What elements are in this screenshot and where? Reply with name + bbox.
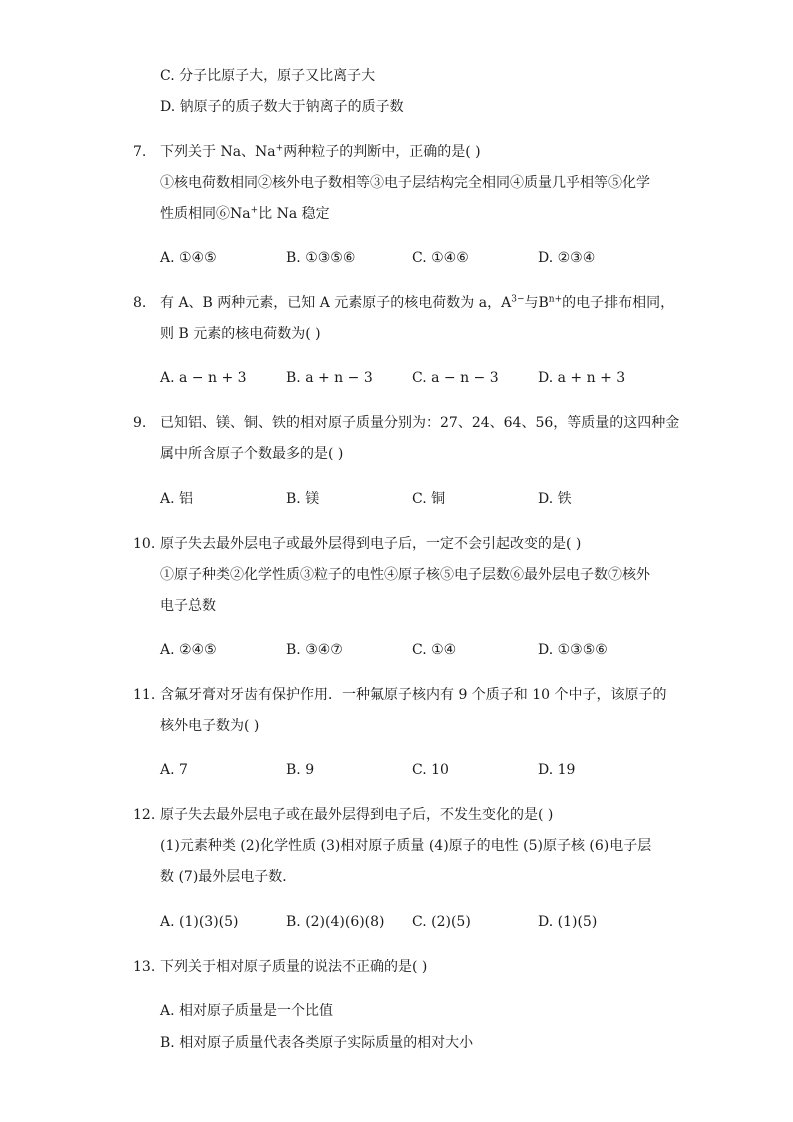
stem-text: 两种粒子的判断中，正确的是( ): [283, 144, 481, 160]
option-d: D. 钠原子的质子数大于钠离子的质子数: [160, 99, 404, 115]
answer-option-b: B. ③④⑦: [286, 642, 343, 658]
stem-text: 下列关于 Na、Na: [160, 144, 276, 160]
answer-option-b: B. 相对原子质量代表各类原子实际质量的相对大小: [160, 1035, 474, 1051]
question-text: ①原子种类②化学性质③粒子的电性④原子核⑤电子层数⑥最外层电子数⑦核外: [160, 567, 650, 583]
answer-option-a: A. ②④⑤: [160, 642, 217, 658]
answer-option-d: D. ②③④: [538, 250, 596, 266]
stem-text: 性质相同⑥Na: [160, 206, 251, 222]
answer-option-c: C. 铜: [412, 491, 446, 507]
answer-option-c: C. ①④⑥: [412, 250, 469, 266]
question-stem: 原子失去最外层电子或在最外层得到电子后，不发生变化的是( ): [160, 807, 554, 823]
answer-option-c: C. (2)(5): [412, 914, 471, 930]
answer-option-d: D. (1)(5): [538, 914, 598, 930]
superscript: +: [275, 143, 284, 154]
option-c: C. 分子比原子大，原子又比离子大: [160, 68, 376, 84]
question-number: 13.: [133, 959, 156, 975]
question-stem: 下列关于相对原子质量的说法不正确的是( ): [160, 959, 428, 975]
answer-option-a: A. 铝: [160, 491, 194, 507]
answer-option-a: A. (1)(3)(5): [160, 914, 239, 930]
question-stem: 已知铝、镁、铜、铁的相对原子质量分别为：27、24、64、56，等质量的这四种金: [160, 415, 680, 431]
question-stem: [160, 293, 674, 313]
answer-option-a: A. a − n + 3: [160, 370, 247, 386]
answer-option-a: A. 相对原子质量是一个比值: [160, 1003, 334, 1019]
answer-option-b: B. ①③⑤⑥: [286, 250, 356, 266]
question-number: 7.: [133, 144, 147, 160]
answer-option-b: B. (2)(4)(6)(8): [286, 914, 385, 930]
question-stem: [160, 142, 481, 162]
answer-option-a: A. ①④⑤: [160, 250, 217, 266]
question-stem: 原子失去最外层电子或最外层得到电子后，一定不会引起改变的是( ): [160, 536, 582, 552]
stem-text: 有 A、B 两种元素，已知 A 元素原子的核电荷数为 a，A: [160, 295, 512, 311]
question-text: 核外电子数为( ): [160, 718, 260, 734]
answer-option-a: A. 7: [160, 762, 188, 778]
question-text: 数 (7)最外层电子数．: [160, 869, 297, 885]
answer-option-d: D. 铁: [538, 491, 572, 507]
question-text: ①核电荷数相同②核外电子数相等③电子层结构完全相同④质量几乎相等⑤化学: [160, 175, 650, 191]
answer-option-c: C. ①④: [412, 642, 457, 658]
answer-option-b: B. 镁: [286, 491, 320, 507]
superscript: n+: [548, 294, 563, 305]
question-stem: 含氟牙膏对牙齿有保护作用．一种氟原子核内有 9 个质子和 10 个中子，该原子的: [160, 687, 667, 703]
answer-option-c: C. 10: [412, 762, 449, 778]
question-text: [160, 204, 330, 224]
question-number: 12.: [133, 807, 156, 823]
question-text: (1)元素种类 (2)化学性质 (3)相对原子质量 (4)原子的电性 (5)原子核 (6)电子层: [160, 838, 652, 854]
answer-option-d: D. a + n + 3: [538, 370, 626, 386]
stem-text: 与B: [524, 295, 549, 311]
question-number: 10.: [133, 536, 156, 552]
question-number: 8.: [133, 295, 147, 311]
answer-option-d: D. ①③⑤⑥: [538, 642, 608, 658]
answer-option-c: C. a − n − 3: [412, 370, 499, 386]
stem-text: 比 Na 稳定: [258, 206, 330, 222]
superscript: +: [250, 205, 259, 216]
question-text: 电子总数: [160, 598, 216, 614]
answer-option-b: B. 9: [286, 762, 315, 778]
answer-option-d: D. 19: [538, 762, 576, 778]
question-number: 11.: [133, 687, 156, 703]
question-text: 属中所含原子个数最多的是( ): [160, 446, 344, 462]
stem-text: 的电子排布相同，: [562, 295, 675, 311]
question-text: 则 B 元素的核电荷数为( ): [160, 326, 321, 342]
answer-option-b: B. a + n − 3: [286, 370, 373, 386]
question-number: 9.: [133, 415, 147, 431]
superscript: 3−: [511, 294, 525, 305]
